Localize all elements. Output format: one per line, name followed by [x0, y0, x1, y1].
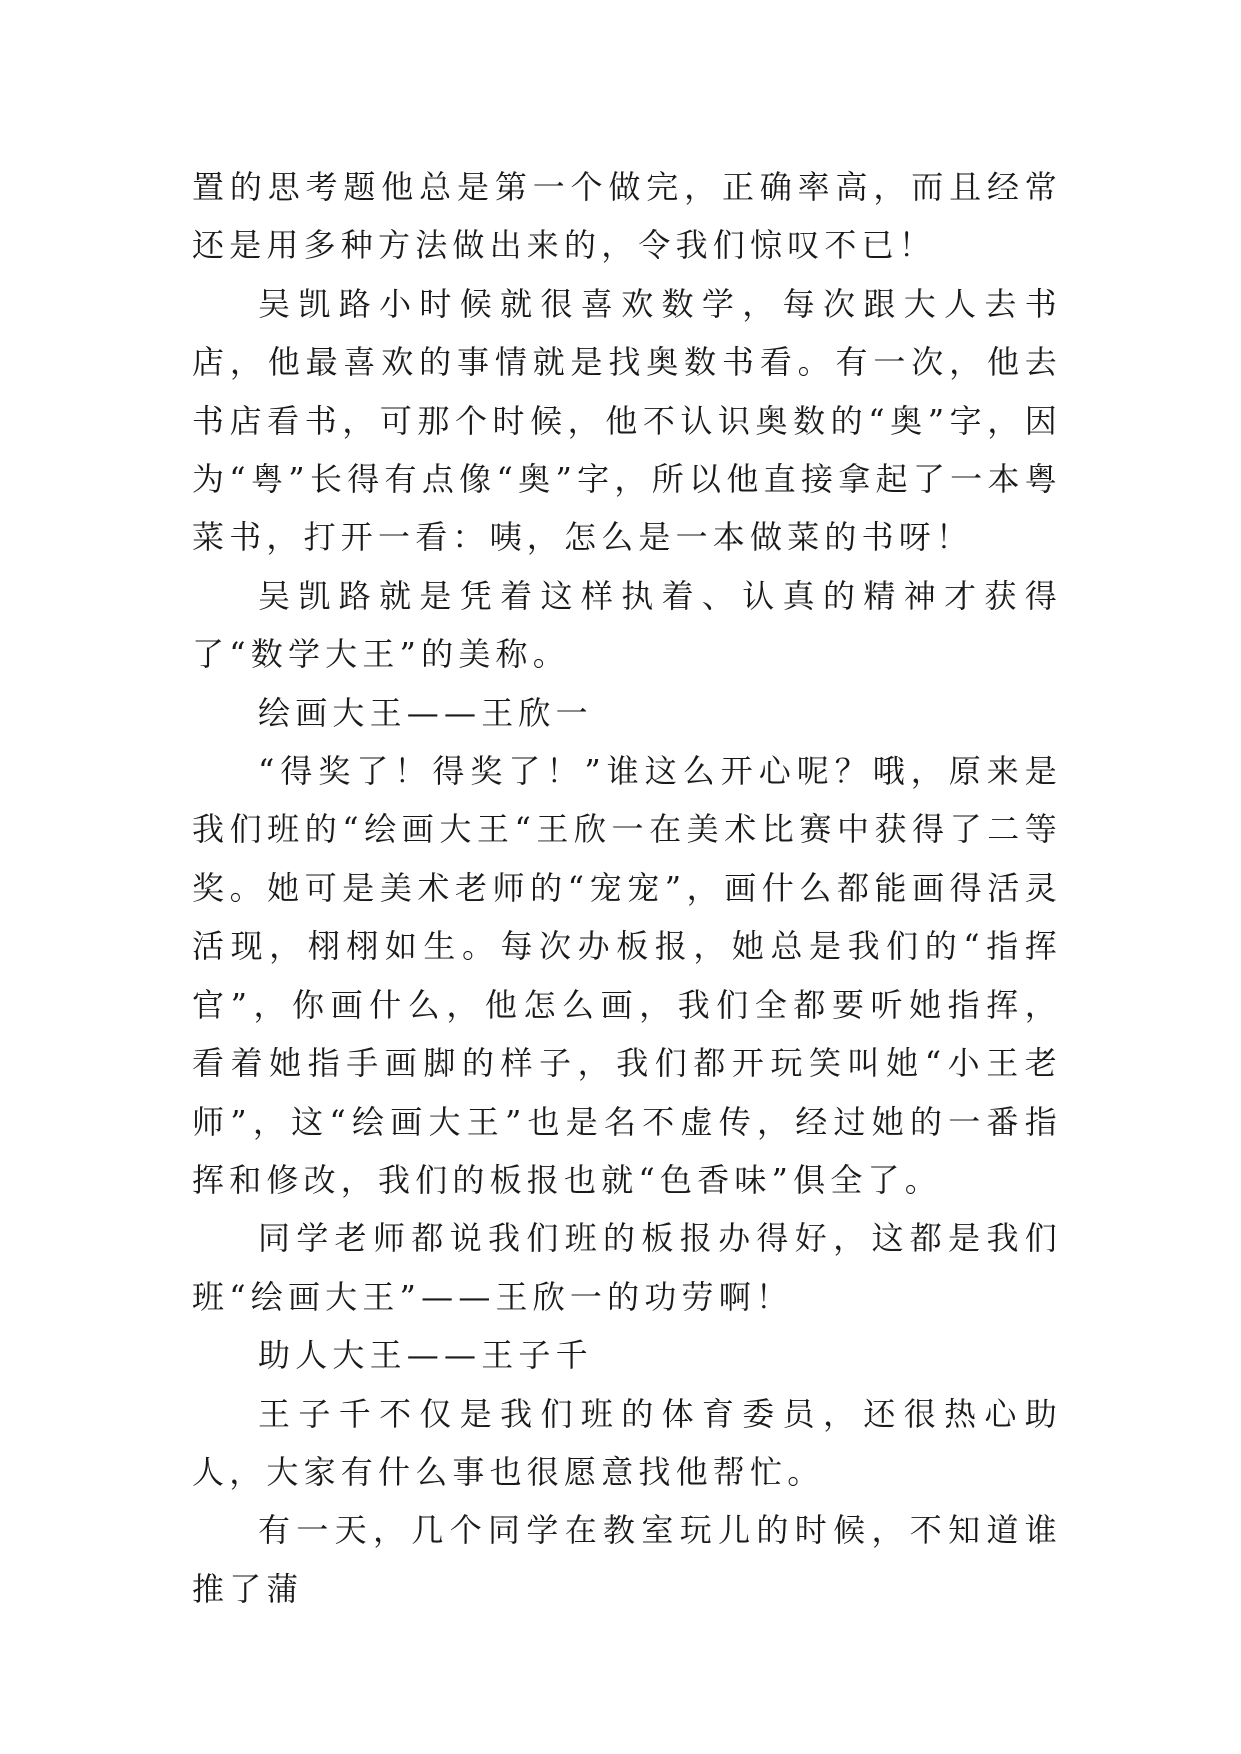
- body-text: [192, 158, 1062, 1618]
- paragraph-blackboard-praise: 同学老师都说我们班的板报办得好，这都是我们班“绘画大王”——王欣一的功劳啊！: [192, 1219, 1062, 1316]
- section-heading-painting-king: 绘画大王——王欣一: [258, 693, 593, 732]
- section-heading-helping-king: 助人大王——王子千: [258, 1336, 593, 1375]
- paragraph-painting-award: “得奖了！得奖了！”谁这么开心呢？哦，原来是我们班的“绘画大王“王欣一在美术比赛中获得了二等奖。她可是美术老师的“宠宠”，画什么都能画得活灵活现，栩栩如生。每次办板报，她总是我们的“指挥官”，你画什么，他怎么画，我们全都要听她指挥，看着她指手画脚的样子，我们都开玩笑叫她“小王老师”，这“绘画大王”也是名不虚传，经过她的一番指挥和修改，我们的板报也就“色香味”俱全了。: [192, 752, 1062, 1199]
- paragraph-math-king-title: 吴凯路就是凭着这样执着、认真的精神才获得了“数学大王”的美称。: [192, 576, 1062, 674]
- paragraph-continuation: 置的思考题他总是第一个做完，正确率高，而且经常还是用多种方法做出来的，令我们惊叹不已！: [192, 168, 1062, 265]
- paragraph-sports-committee: 王子千不仅是我们班的体育委员，还很热心助人，大家有什么事也很愿意找他帮忙。: [192, 1394, 1062, 1491]
- paragraph-bookstore-story: 吴凯路小时候就很喜欢数学，每次跟大人去书店，他最喜欢的事情就是找奥数书看。有一次，他去书店看书，可那个时候，他不认识奥数的“奥”字，因为“粤”长得有点像“奥”字，所以他直接拿起了一本粤菜书，打开一看：咦，怎么是一本做菜的书呀！: [192, 284, 1062, 557]
- paragraph-classroom-incident: 有一天，几个同学在教室玩儿的时候，不知道谁推了蒲: [192, 1511, 1062, 1608]
